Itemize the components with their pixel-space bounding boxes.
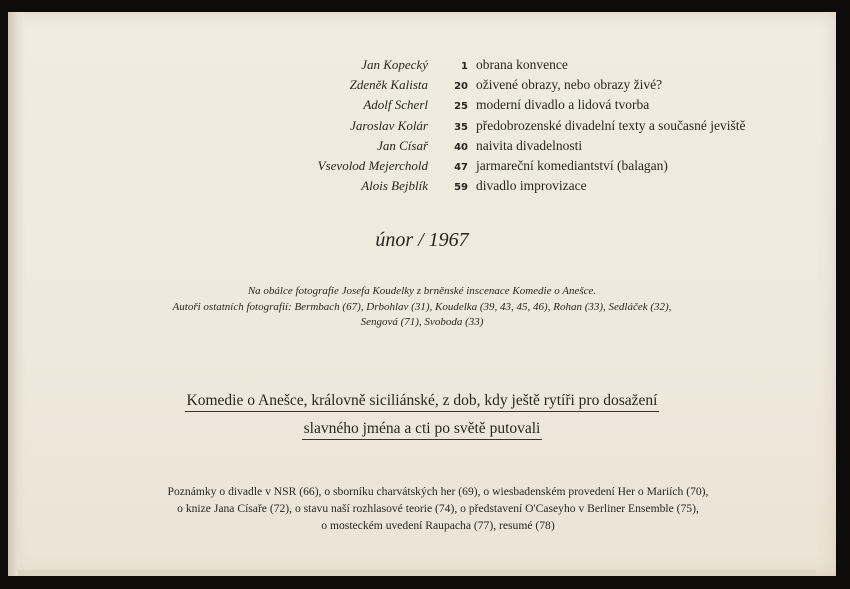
toc-title: naivita divadelnosti [476, 137, 583, 153]
toc-page-number: 59 [454, 182, 468, 194]
toc-title: jarmareční komediantství (balagan) [476, 158, 668, 174]
toc-author: Vsevolod Mejerchold [317, 158, 428, 174]
toc-row [258, 96, 746, 116]
toc-page-number: 40 [454, 141, 468, 153]
toc-title: předobrozenské divadelní texty a současné jeviště [476, 117, 746, 133]
notes-line: o knize Jana Císaře (72), o stavu naší rozhlasové teorie (74), o představení O'Caseyho v Berliner Ensemble (75), [177, 502, 699, 515]
page-bottom-edge [18, 570, 816, 576]
toc-title: obrana konvence [476, 57, 568, 72]
toc-page-number: 35 [454, 121, 468, 133]
notes-line: Poznámky o divadle v NSR (66), o sborníku charvátských her (69), o wiesbadenském provedení Her o Mariích (70), [167, 485, 709, 498]
feature-title-line: Komedie o Anešce, královně siciliánské, z dob, kdy ještě rytíři pro dosažení [185, 392, 660, 412]
feature-title [8, 392, 836, 440]
toc-author: Jan Kopecký [361, 57, 428, 72]
table-of-contents [258, 56, 746, 197]
notes-line: o mosteckém uvedení Raupacha (77), resumé (78) [321, 519, 555, 532]
toc-page-number: 47 [454, 162, 468, 174]
photo-credits [8, 284, 836, 331]
credits-line: Autoři ostatních fotografií: Bermbach (67), Drbohlav (31), Koudelka (39, 43, 45, 46), Rohan (33), Sedláček (32), [172, 300, 672, 313]
toc-title: moderní divadlo a lidová tvorba [476, 97, 650, 113]
toc-row [258, 117, 746, 137]
feature-title-line: slavného jména a cti po světě putovali [302, 420, 543, 440]
magazine-page [8, 12, 836, 576]
toc-title: oživené obrazy, nebo obrazy živé? [476, 77, 663, 93]
toc-row [258, 137, 746, 157]
toc-row [258, 56, 746, 76]
issue-date: únor / 1967 [375, 229, 469, 251]
toc-row [258, 76, 746, 96]
credits-line: Na obálce fotografie Josefa Koudelky z brněnské inscenace Komedie o Anešce. [247, 285, 597, 297]
toc-author: Zdeněk Kalista [349, 77, 428, 93]
notes-section [78, 483, 798, 534]
toc-page-number: 20 [454, 81, 468, 93]
toc-author: Jaroslav Kolár [350, 117, 428, 133]
toc-page-number: 25 [454, 101, 468, 113]
credits-line: Sengová (71), Svoboda (33) [360, 316, 484, 328]
toc-title: divadlo improvizace [476, 178, 587, 194]
toc-row [258, 177, 746, 197]
toc-author: Alois Bejblík [361, 178, 428, 194]
toc-author: Adolf Scherl [363, 97, 428, 113]
toc-page-number: 1 [461, 61, 468, 72]
toc-author: Jan Císař [377, 137, 428, 153]
toc-row [258, 157, 746, 177]
